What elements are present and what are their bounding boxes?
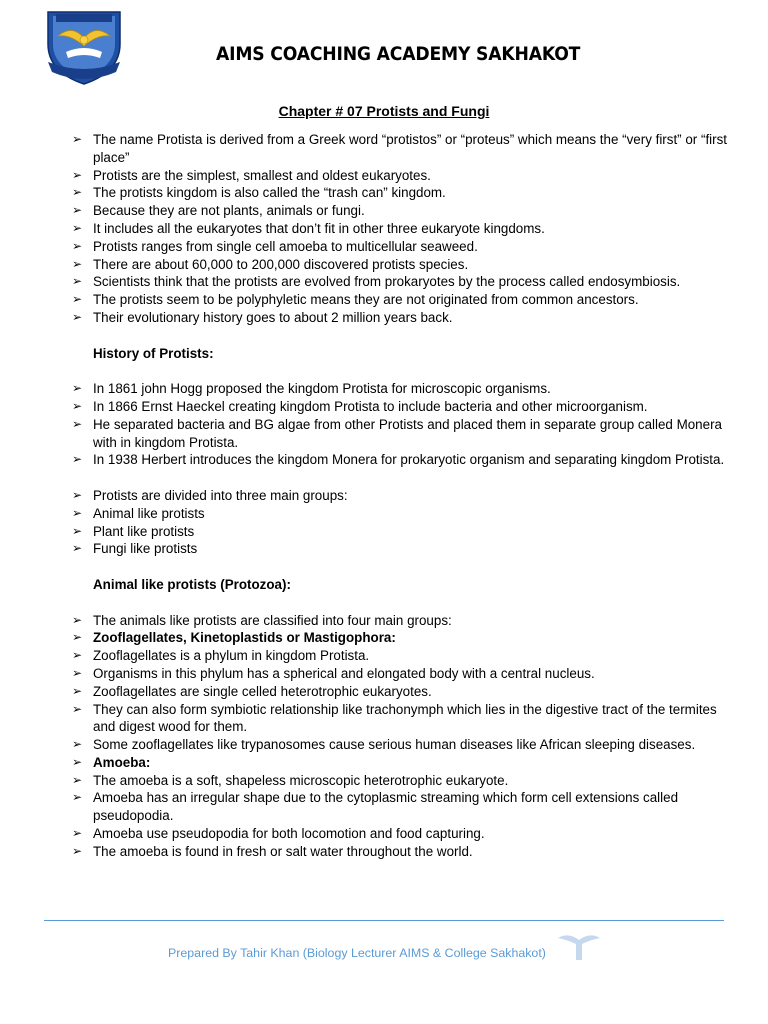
list-item: ➢ Zooflagellates are single celled heterotrophic eukaryotes. bbox=[72, 683, 432, 699]
history-heading: History of Protists: bbox=[93, 345, 214, 361]
list-item: ➢ Fungi like protists bbox=[72, 541, 198, 557]
animal-protists-list bbox=[72, 612, 732, 861]
arrow-bullet-icon: ➢ bbox=[72, 398, 83, 413]
arrow-bullet-icon: ➢ bbox=[72, 826, 83, 841]
arrow-bullet-icon: ➢ bbox=[72, 630, 83, 645]
list-item: ➢ The amoeba is a soft, shapeless microscopic heterotrophic eukaryote. bbox=[72, 772, 509, 788]
intro-list bbox=[72, 131, 732, 327]
list-item: ➢ Zooflagellates is a phylum in kingdom Protista. bbox=[72, 648, 370, 664]
arrow-bullet-icon: ➢ bbox=[72, 185, 83, 200]
list-item: ➢ Scientists think that the protists are evolved from prokaryotes by the process called endosymbiosis. bbox=[72, 274, 681, 290]
arrow-bullet-icon: ➢ bbox=[72, 772, 83, 787]
list-item: ➢ Protists ranges from single cell amoeba to multicellular seaweed. bbox=[72, 238, 478, 254]
arrow-bullet-icon: ➢ bbox=[72, 132, 83, 146]
list-item: ➢ Protists are divided into three main groups: bbox=[72, 487, 348, 503]
list-item: ➢ Plant like protists bbox=[72, 523, 195, 539]
list-item: ➢ Organisms in this phylum has a spherical and elongated body with a central nucleus. bbox=[72, 665, 595, 681]
list-item: ➢ He separated bacteria and BG algae from other Protists and placed them in separate group called Monera with in kingdom Protista. bbox=[72, 416, 722, 450]
document-body bbox=[72, 131, 732, 861]
animal-protists-heading: Animal like protists (Protozoa): bbox=[93, 576, 291, 592]
list-item: ➢ They can also form symbiotic relationship like trachonymph which lies in the digestive tract of the termites and digest wood for them. bbox=[72, 701, 717, 735]
history-list bbox=[72, 380, 732, 469]
arrow-bullet-icon: ➢ bbox=[72, 523, 83, 538]
list-item: ➢ Because they are not plants, animals or fungi. bbox=[72, 203, 365, 219]
list-item: ➢ In 1866 Ernst Haeckel creating kingdom Protista to include bacteria and other microorganism. bbox=[72, 398, 648, 414]
arrow-bullet-icon: ➢ bbox=[72, 220, 83, 235]
list-item: ➢ The name Protista is derived from a Greek word “protistos” or “proteus” which means the “very first” or “first place” bbox=[72, 132, 728, 165]
arrow-bullet-icon: ➢ bbox=[72, 790, 83, 805]
list-item: ➢ The amoeba is found in fresh or salt water throughout the world. bbox=[72, 843, 473, 859]
arrow-bullet-icon: ➢ bbox=[72, 665, 83, 680]
list-item: ➢ Amoeba has an irregular shape due to the cytoplasmic streaming which form cell extensions called pseudopodia. bbox=[72, 790, 679, 824]
arrow-bullet-icon: ➢ bbox=[72, 256, 83, 271]
list-item: ➢ The protists seem to be polyphyletic means they are not originated from common ancestors. bbox=[72, 292, 639, 308]
footer-divider bbox=[44, 920, 724, 921]
list-item: ➢ It includes all the eukaryotes that don’t fit in other three eukaryote kingdoms. bbox=[72, 220, 545, 236]
list-item: ➢ In 1938 Herbert introduces the kingdom Monera for prokaryotic organism and separating kingdom Protista. bbox=[72, 452, 725, 468]
arrow-bullet-icon: ➢ bbox=[72, 452, 83, 467]
list-item: ➢ The protists kingdom is also called the “trash can” kingdom. bbox=[72, 185, 446, 201]
list-item: ➢ Protists are the simplest, smallest and oldest eukaryotes. bbox=[72, 167, 431, 183]
arrow-bullet-icon: ➢ bbox=[72, 701, 83, 716]
arrow-bullet-icon: ➢ bbox=[72, 238, 83, 253]
list-item: ➢ Animal like protists bbox=[72, 505, 205, 521]
footer-credit: Prepared By Tahir Khan (Biology Lecturer AIMS & College Sakhakot) bbox=[168, 946, 546, 960]
chapter-title: Chapter # 07 Protists and Fungi bbox=[278, 103, 490, 119]
academy-crest-logo bbox=[42, 4, 126, 86]
list-item: ➢ The animals like protists are classified into four main groups: bbox=[72, 612, 452, 628]
arrow-bullet-icon: ➢ bbox=[72, 754, 83, 769]
arrow-bullet-icon: ➢ bbox=[72, 381, 83, 396]
list-item: ➢ In 1861 john Hogg proposed the kingdom Protista for microscopic organisms. bbox=[72, 381, 551, 397]
list-item: ➢ Amoeba: bbox=[72, 754, 151, 770]
arrow-bullet-icon: ➢ bbox=[72, 416, 83, 431]
arrow-bullet-icon: ➢ bbox=[72, 648, 83, 663]
arrow-bullet-icon: ➢ bbox=[72, 612, 83, 627]
arrow-bullet-icon: ➢ bbox=[72, 274, 83, 289]
list-item: ➢ Zooflagellates, Kinetoplastids or Mastigophora: bbox=[72, 630, 396, 646]
footer-ornament-icon bbox=[556, 928, 602, 964]
list-item: ➢ Amoeba use pseudopodia for both locomotion and food capturing. bbox=[72, 826, 485, 842]
arrow-bullet-icon: ➢ bbox=[72, 487, 83, 502]
arrow-bullet-icon: ➢ bbox=[72, 541, 83, 556]
list-item: ➢ Some zooflagellates like trypanosomes cause serious human diseases like African sleeping diseases. bbox=[72, 737, 696, 753]
list-item: ➢ Their evolutionary history goes to about 2 million years back. bbox=[72, 309, 453, 325]
academy-name: AIMS COACHING ACADEMY SAKHAKOT bbox=[216, 44, 581, 65]
arrow-bullet-icon: ➢ bbox=[72, 737, 83, 752]
arrow-bullet-icon: ➢ bbox=[72, 683, 83, 698]
groups-list bbox=[72, 487, 732, 558]
list-item: ➢ There are about 60,000 to 200,000 discovered protists species. bbox=[72, 256, 469, 272]
arrow-bullet-icon: ➢ bbox=[72, 505, 83, 520]
arrow-bullet-icon: ➢ bbox=[72, 167, 83, 182]
arrow-bullet-icon: ➢ bbox=[72, 843, 83, 858]
arrow-bullet-icon: ➢ bbox=[72, 203, 83, 218]
arrow-bullet-icon: ➢ bbox=[72, 292, 83, 307]
arrow-bullet-icon: ➢ bbox=[72, 309, 83, 324]
